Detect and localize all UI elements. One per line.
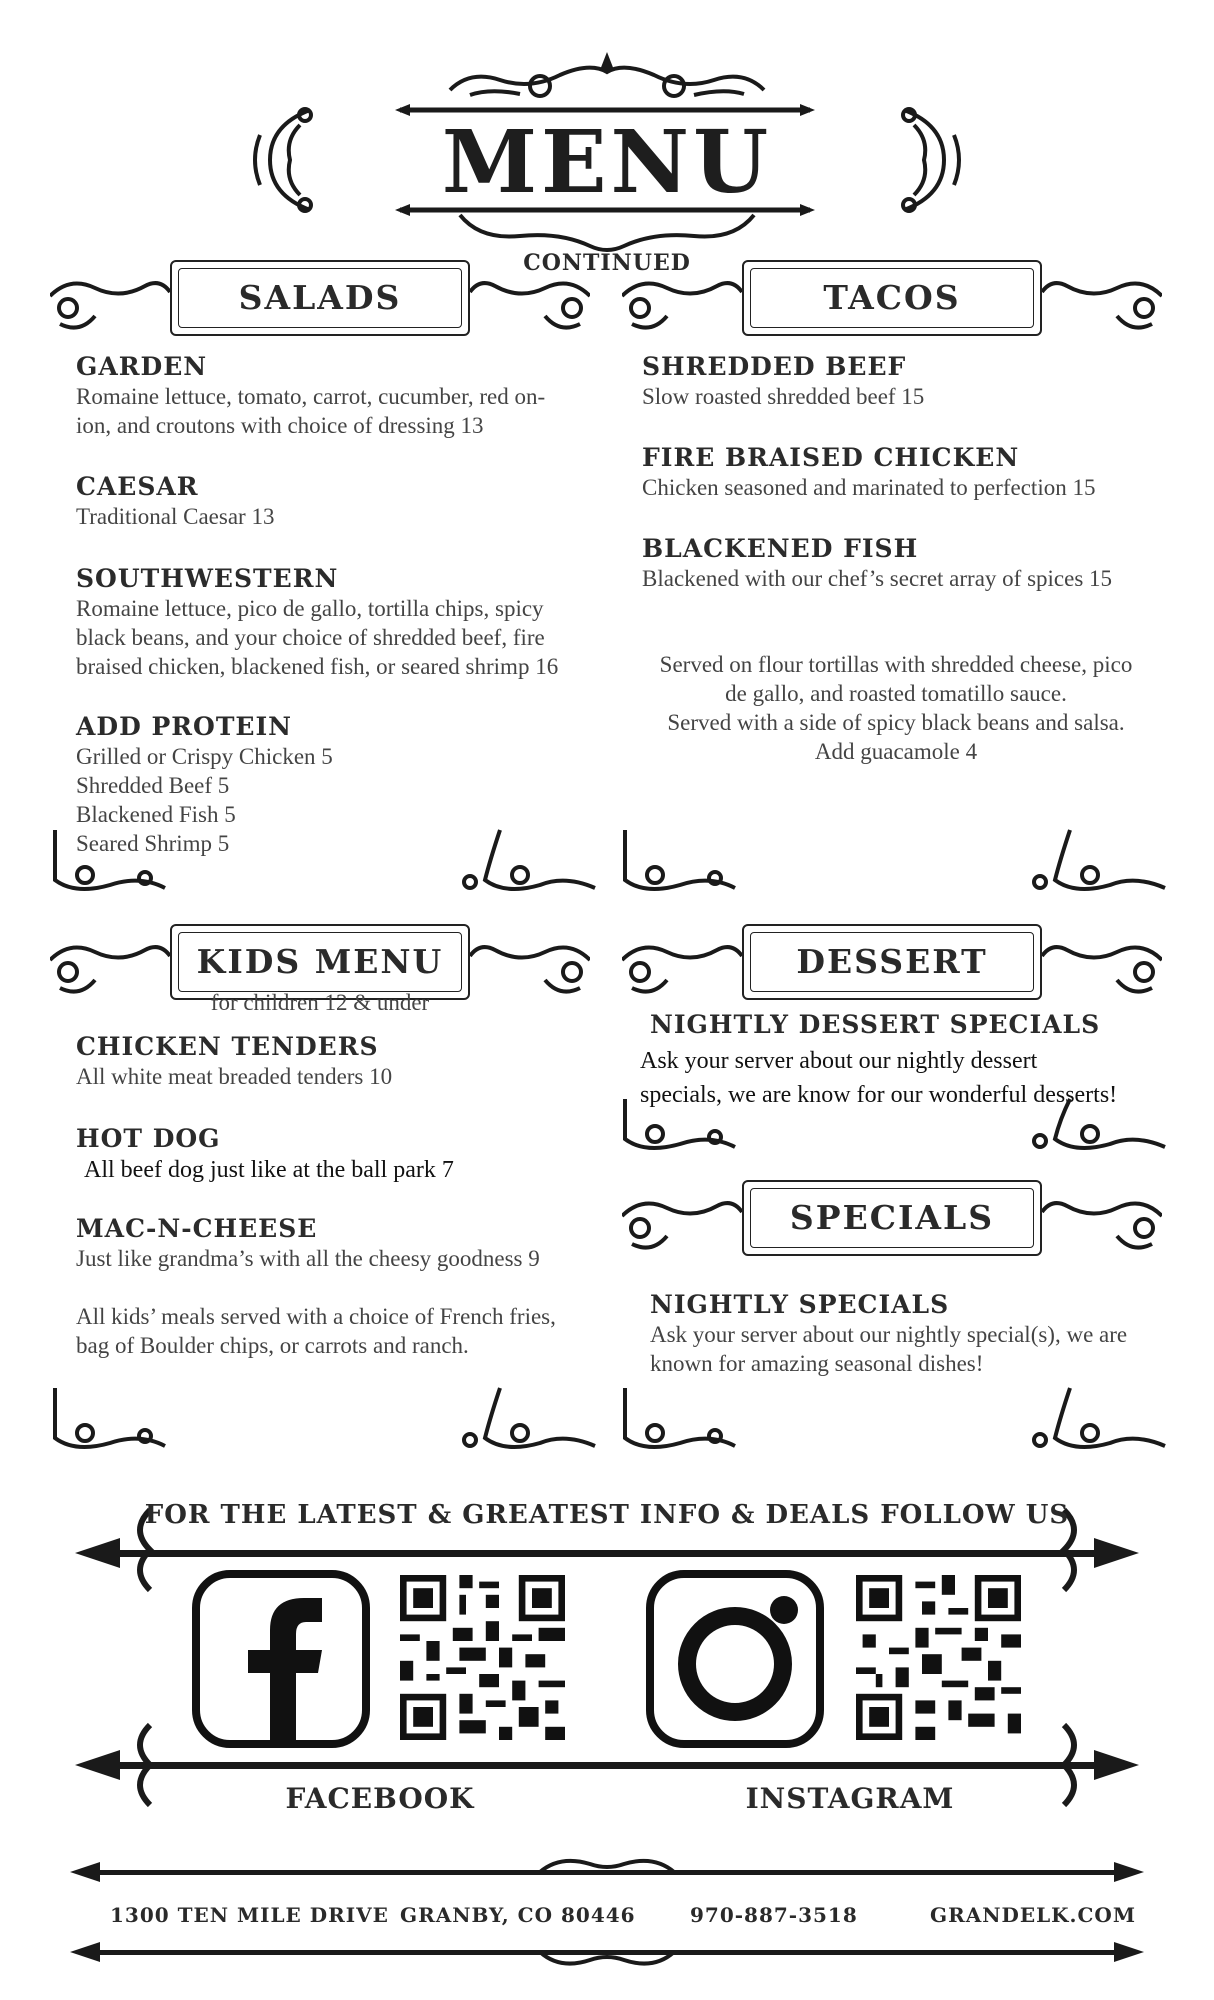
kids-hot-dog-title: HOT DOG <box>76 1124 221 1153</box>
page-title: MENU <box>441 112 773 213</box>
kids-heading: KIDS MENU <box>196 942 444 981</box>
kids-chicken-tenders-title: CHICKEN TENDERS <box>76 1032 379 1061</box>
salad-garden-desc: Romaine lettuce, tomato, carrot, cucumber, red on- ion, and croutons with choice of dressing 13 <box>76 384 546 438</box>
salad-southwestern-desc: Romaine lettuce, pico de gallo, tortilla chips, spicy black beans, and your choice of shredded beef, fire braised chicken, blackened fish, or seared shrimp 16 <box>76 596 559 679</box>
salad-caesar-title: CAESAR <box>76 472 199 501</box>
section-corner-ornaments <box>0 820 1214 900</box>
taco-blackened-fish-title: BLACKENED FISH <box>642 534 919 563</box>
page-subtitle: CONTINUED <box>523 250 691 276</box>
instagram-qr-code[interactable] <box>856 1575 1021 1740</box>
kids-subheading: for children 12 & under <box>210 990 430 1015</box>
facebook-icon[interactable] <box>192 1570 370 1748</box>
dessert-heading: DESSERT <box>796 942 988 981</box>
dessert-corner-ornaments <box>600 1094 1214 1164</box>
facebook-label[interactable]: FACEBOOK <box>285 1782 475 1815</box>
taco-blackened-fish-desc: Blackened with our chef’s secret array of spices 15 <box>642 566 1113 591</box>
tacos-heading: TACOS <box>823 278 961 317</box>
salads-heading: SALADS <box>238 278 402 317</box>
footer-phone[interactable]: 970-887-3518 <box>690 1903 858 1927</box>
instagram-label[interactable]: INSTAGRAM <box>745 1782 955 1815</box>
social-frame <box>0 1490 1214 1830</box>
dessert-banner <box>622 920 1162 1006</box>
kids-note: All kids’ meals served with a choice of French fries, bag of Boulder chips, or carrots and ranch. <box>76 1304 556 1358</box>
kids-mac-n-cheese-desc: Just like grandma’s with all the cheesy goodness 9 <box>76 1246 540 1271</box>
tacos-banner <box>622 256 1162 342</box>
specials-heading: SPECIALS <box>789 1198 995 1237</box>
salad-add-protein-desc: Grilled or Crispy Chicken 5 Shredded Beef 5 Blackened Fish 5 Seared Shrimp 5 <box>76 744 333 856</box>
kids-chicken-tenders-desc: All white meat breaded tenders 10 <box>76 1064 393 1089</box>
tacos-note: Served on flour tortillas with shredded cheese, pico de gallo, and roasted tomatillo sauce. Served with a side of spicy black beans and salsa. Add guacamole 4 <box>659 652 1133 764</box>
salad-southwestern-title: SOUTHWESTERN <box>76 564 339 593</box>
section-corner-ornaments <box>0 1378 1214 1458</box>
taco-shredded-beef-desc: Slow roasted shredded beef 15 <box>642 384 925 409</box>
kids-hot-dog-desc: All beef dog just like at the ball park 7 <box>84 1157 454 1183</box>
salad-add-protein-title: ADD PROTEIN <box>76 712 293 741</box>
footer-website[interactable]: GRANDELK.COM <box>930 1903 1136 1927</box>
specials-banner <box>622 1176 1162 1262</box>
instagram-icon[interactable] <box>646 1570 824 1748</box>
footer-address: 1300 TEN MILE DRIVE <box>110 1903 389 1927</box>
dessert-nightly-title: NIGHTLY DESSERT SPECIALS <box>650 1010 1101 1039</box>
salads-banner <box>50 256 590 342</box>
specials-nightly-desc: Ask your server about our nightly special(s), we are known for amazing seasonal dishes! <box>650 1322 1128 1376</box>
footer-city: GRANBY, CO 80446 <box>400 1903 636 1927</box>
taco-shredded-beef-title: SHREDDED BEEF <box>642 352 907 381</box>
social-headline: FOR THE LATEST & GREATEST INFO & DEALS FOLLOW US <box>144 1500 1070 1530</box>
kids-mac-n-cheese-title: MAC-N-CHEESE <box>76 1214 318 1243</box>
salad-caesar-desc: Traditional Caesar 13 <box>76 504 275 529</box>
specials-nightly-title: NIGHTLY SPECIALS <box>650 1290 950 1319</box>
dessert-nightly-desc: Ask your server about our nightly dessert specials, we are know for our wonderful desserts! <box>640 1048 1118 1108</box>
facebook-qr-code[interactable] <box>400 1575 565 1740</box>
salad-garden-title: GARDEN <box>76 352 208 381</box>
taco-fire-braised-chicken-desc: Chicken seasoned and marinated to perfection 15 <box>642 475 1096 500</box>
taco-fire-braised-chicken-title: FIRE BRAISED CHICKEN <box>642 443 1020 472</box>
